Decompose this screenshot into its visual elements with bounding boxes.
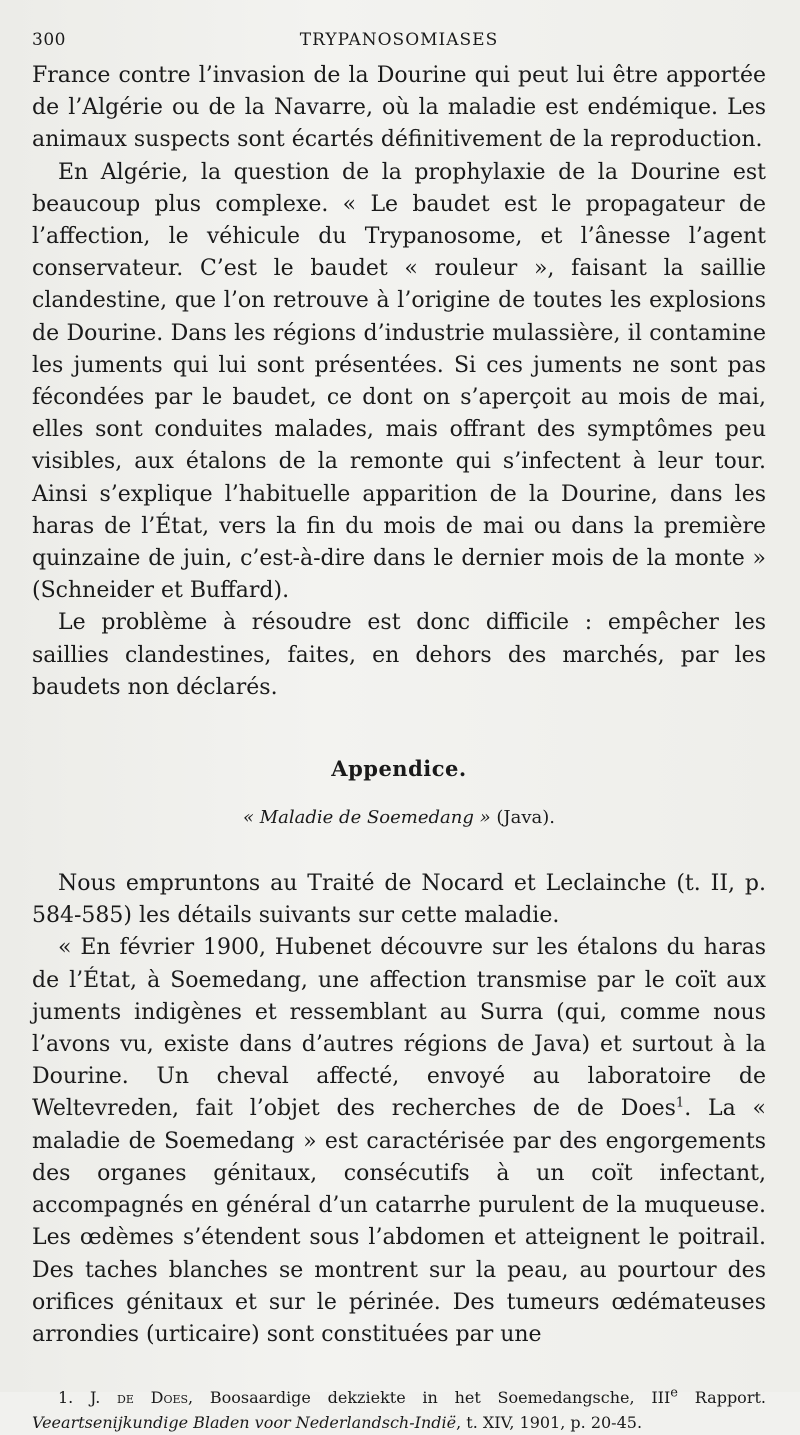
main-text xyxy=(32,60,766,1351)
appendix-subheading xyxy=(32,807,766,828)
paragraph xyxy=(32,932,766,1351)
footnote-superscript: e xyxy=(670,1385,678,1401)
paragraph: En Algérie, la question de la prophylaxie de la Dourine est beaucoup plus complexe. « Le baudet est le propagateur de l’affection, le véhicule du Trypanosome, et l’ânesse l’agent conservateur. C’est le baudet « rouleur », faisant la saillie clandestine, que l’on retrouve à l’origine de toutes les explosions de Dourine. Dans les régions d’industrie mulassière, il contamine les juments qui lui sont présentées. Si ces juments ne sont pas fécondées par le baudet, ce dont on s’aperçoit au mois de mai, elles sont conduites malades, mais offrant des symptômes peu visibles, aux étalons de la remonte qui s’infectent à leur tour. Ainsi s’explique l’habituelle apparition de la Dourine, dans les haras de l’État, vers la fin du mois de mai ou dans la première quinzaine de juin, c’est-à-dire dans le dernier mois de la monte » (Schneider et Buffard). xyxy=(32,159,766,604)
paragraph-text: « En février 1900, Hubenet découvre sur les étalons du haras de l’État, à Soemedang, une affection transmise par le coït aux juments indigènes et ressemblant au Surra (qui, comme nous l’avons vu, existe dans d’autres régions de Java) et surtout à la Dourine. Un cheval affecté, envoyé au laboratoire de Weltevreden, fait l’objet des recherches de de Does xyxy=(32,935,766,1122)
appendix-subheading-place: (Java). xyxy=(496,807,555,829)
footnote-journal: Veeartsenijkundige Bladen voor Nederlandsch-Indië xyxy=(32,1413,457,1433)
footnote-text: , Boosaardige dekziekte in het Soemedangsche, III xyxy=(188,1388,671,1408)
paragraph: France contre l’invasion de la Dourine qui peut lui être apportée de l’Algérie ou de la Navarre, où la maladie est endémique. Les animaux suspects sont écartés définitivement de la reproduction. xyxy=(32,63,766,153)
paragraph: Nous empruntons au Traité de Nocard et Leclainche (t. II, p. 584-585) les détails suivants sur cette maladie. xyxy=(32,871,766,929)
paragraph-text: . La « maladie de Soemedang » est caractérisée par des engorgements des organes génitaux, consécutifs à un coït infectant, accompagnés en général d’un catarrhe purulent de la muqueuse. Les œdèmes s’étendent sous l’abdomen et atteignent le poitrail. Des taches blanches se montrent sur la peau, au pourtour des orifices génitaux et sur le périnée. Des tumeurs œdémateuses arrondies (urticaire) sont constituées par une xyxy=(32,1096,766,1347)
page-number: 300 xyxy=(32,30,66,50)
appendix-subheading-title: « Maladie de Soemedang » xyxy=(243,807,491,829)
running-header xyxy=(32,30,766,60)
footnote-author: J. de Does xyxy=(90,1388,189,1408)
paragraph: Le problème à résoudre est donc difficile : empêcher les saillies clandestines, faites, en dehors des marchés, par les baudets non déclarés. xyxy=(32,610,766,700)
appendix-heading: Appendice. xyxy=(331,756,467,782)
footnote-text: Rapport. xyxy=(678,1388,766,1408)
footnote-text: , t. XIV, 1901, p. 20-45. xyxy=(456,1413,643,1433)
running-title: TRYPANOSOMIASES xyxy=(299,30,499,50)
footnote xyxy=(32,1385,766,1435)
footnote-number: 1. xyxy=(58,1388,74,1408)
footnote-reference: 1 xyxy=(675,1096,685,1112)
